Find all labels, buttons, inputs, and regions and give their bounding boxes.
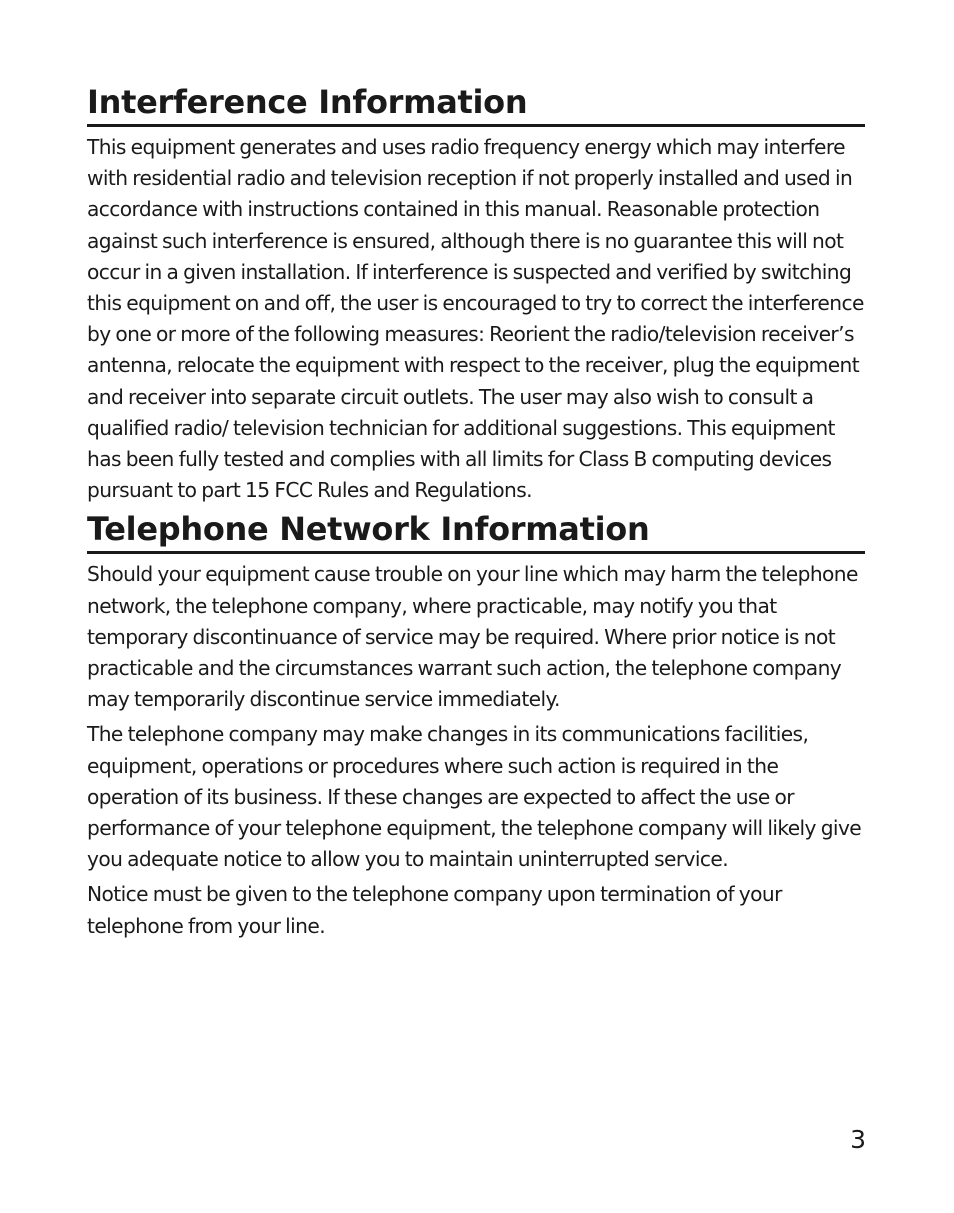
interference-paragraph: This equipment generates and uses radio frequency energy which may interfere with residential radio and television reception if not properly installed and used in accordance with instructions contained in this manual. Reasonable protection against such interference is ensured, although there is no guarantee this will not occur in a given installation. If interference is suspected and verified by switching this equipment on and off, the user is encouraged to try to correct the interference by one or more of the following measures: Reorient the radio/television receiver’s antenna, relocate the equipment with respect to the receiver, plug the equipment and receiver into separate circuit outlets. The user may also wish to consult a qualified radio/ television technician for additional suggestions. This equipment has been fully tested and complies with all limits for Class B computing devices pursuant to part 15 FCC Rules and Regulations. — [87, 135, 864, 503]
section-title-telephone-network: Telephone Network Information — [87, 507, 865, 554]
section-title-interference: Interference Information — [87, 80, 865, 127]
page-number: 3 — [850, 1125, 866, 1154]
document-page — [87, 80, 865, 942]
telephone-network-paragraph-3: Notice must be given to the telephone company upon termination of your telephone from your line. — [87, 882, 782, 938]
telephone-network-paragraph-2: The telephone company may make changes in its communications facilities, equipment, operations or procedures where such action is required in the operation of its business. If these changes are expected to affect the use or performance of your telephone equipment, the telephone company will likely give you adequate notice to allow you to maintain uninterrupted service. — [87, 722, 862, 872]
telephone-network-paragraph-1: Should your equipment cause trouble on your line which may harm the telephone network, the telephone company, where practicable, may notify you that temporary discontinuance of service may be required. Where prior notice is not practicable and the circumstances warrant such action, the telephone company may temporarily discontinue service immediately. — [87, 562, 858, 712]
